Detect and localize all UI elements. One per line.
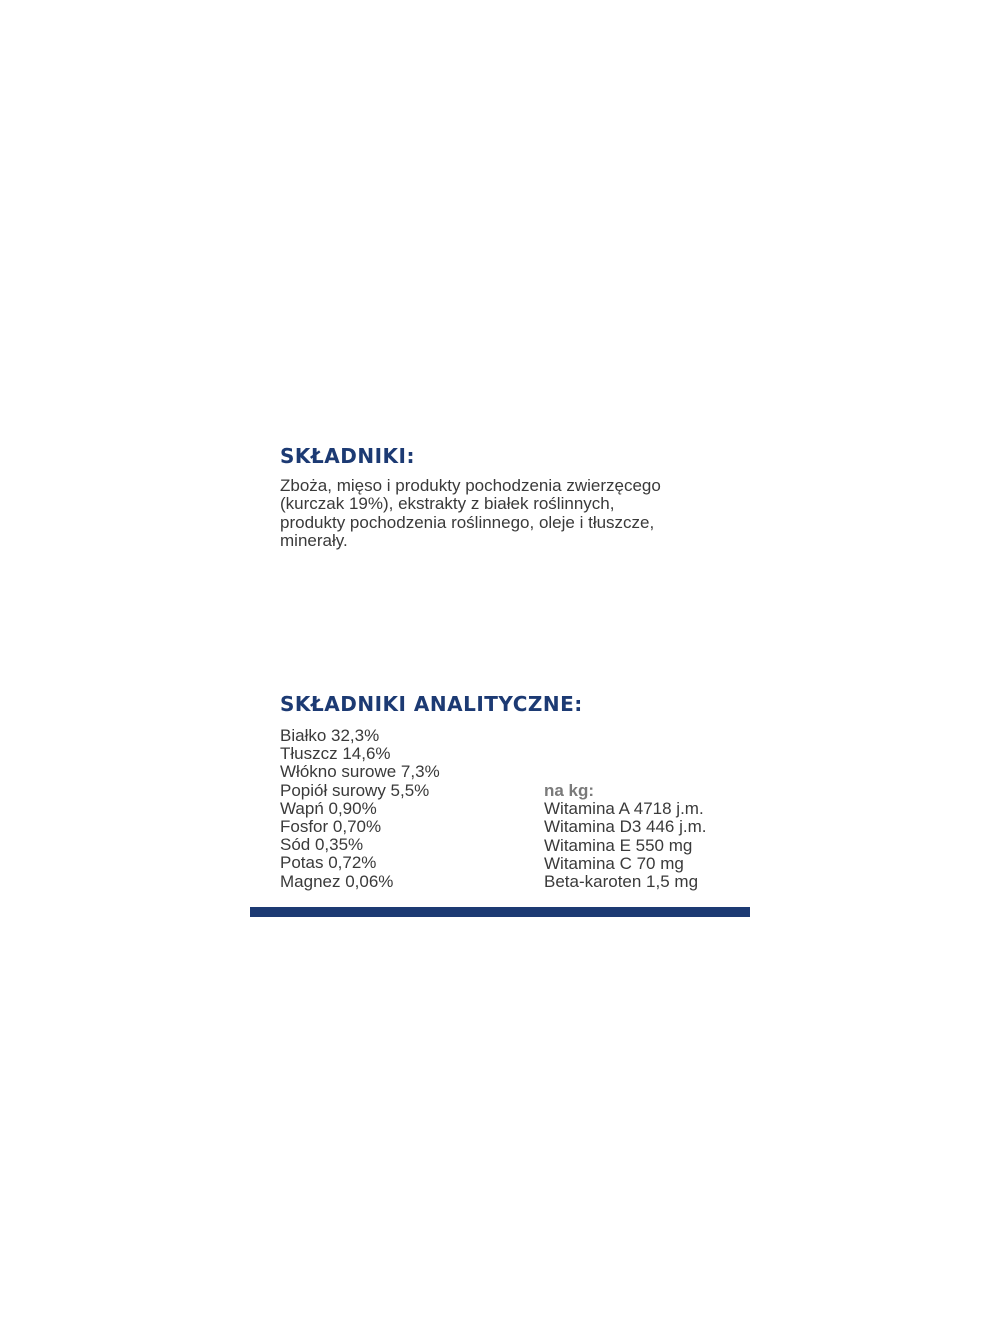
list-item: Witamina E 550 mg xyxy=(544,835,693,855)
list-item: Sód 0,35% xyxy=(280,835,364,855)
ingredients-line: (kurczak 19%), ekstrakty z białek roślinnych, xyxy=(280,494,615,514)
ingredients-line: Zboża, mięso i produkty pochodzenia zwierzęcego xyxy=(280,476,661,495)
vitamins-block xyxy=(544,782,707,891)
ingredients-text xyxy=(280,477,750,550)
ingredients-line: minerały. xyxy=(280,530,348,550)
list-item: Popiół surowy 5,5% xyxy=(280,780,430,800)
vitamins-list xyxy=(544,800,707,891)
list-item: Witamina D3 446 j.m. xyxy=(544,817,707,837)
list-item: Potas 0,72% xyxy=(280,853,377,873)
ingredients-line: produkty pochodzenia roślinnego, oleje i tłuszcze, xyxy=(280,512,655,532)
analytical-heading: SKŁADNIKI ANALITYCZNE: xyxy=(280,692,583,716)
list-item: Fosfor 0,70% xyxy=(280,817,382,837)
list-item: Tłuszcz 14,6% xyxy=(280,744,391,764)
list-item: Włókno surowe 7,3% xyxy=(280,762,440,782)
list-item: Magnez 0,06% xyxy=(280,871,394,891)
list-item: Beta-karoten 1,5 mg xyxy=(544,872,699,892)
list-item: Witamina A 4718 j.m. xyxy=(544,799,704,819)
list-item: Witamina C 70 mg xyxy=(544,853,684,873)
list-item: Białko 32,3% xyxy=(280,726,380,745)
analytical-list xyxy=(280,727,440,891)
divider-bar xyxy=(250,907,750,917)
per-kg-label: na kg: xyxy=(544,781,595,800)
list-item: Wapń 0,90% xyxy=(280,798,377,818)
ingredients-heading: SKŁADNIKI: xyxy=(280,444,415,468)
